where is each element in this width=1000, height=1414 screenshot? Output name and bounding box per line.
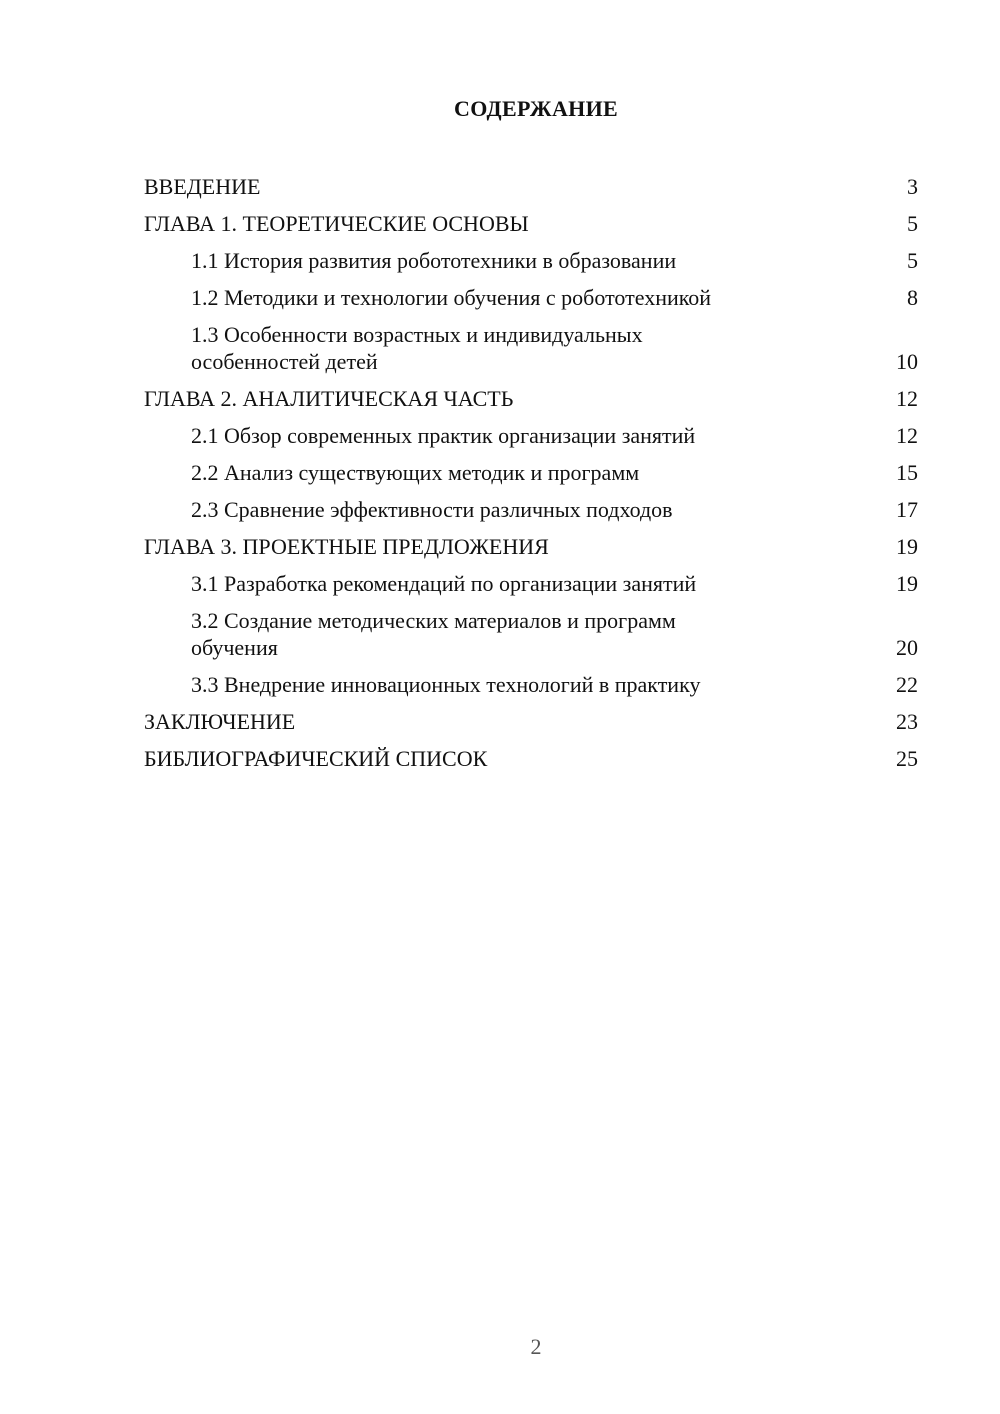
toc-entry-text: 2.2 Анализ существующих методик и программ [191,460,640,485]
toc-entry-text: 1.2 Методики и технологии обучения с робототехникой [191,285,712,310]
toc-entry-section-3-3[interactable] [144,666,918,703]
page-number: 2 [530,1334,542,1359]
table-of-contents [144,168,918,777]
toc-entry-text: ГЛАВА 1. ТЕОРЕТИЧЕСКИЕ ОСНОВЫ [144,211,529,236]
toc-entry-page: 22 [896,672,918,697]
toc-entry-page: 3 [907,174,918,199]
toc-entry-section-2-1[interactable] [144,417,918,454]
toc-entry-text: 3.3 Внедрение инновационных технологий в практику [191,672,701,697]
toc-entry-page: 19 [896,534,918,559]
toc-entry-text: 2.1 Обзор современных практик организации занятий [191,423,696,448]
toc-entry-section-3-1[interactable] [144,565,918,602]
toc-entry-text: ВВЕДЕНИЕ [144,174,261,199]
toc-entry-text: БИБЛИОГРАФИЧЕСКИЙ СПИСОК [144,746,488,771]
toc-entry-bibliography[interactable] [144,740,918,777]
toc-entry-page: 12 [896,423,918,448]
toc-entry-section-1-3[interactable] [144,316,918,380]
toc-entry-text: ГЛАВА 3. ПРОЕКТНЫЕ ПРЕДЛОЖЕНИЯ [144,534,549,559]
toc-entry-text: 3.2 Создание методических материалов и программ обучения [191,608,676,660]
toc-entry-conclusion[interactable] [144,703,918,740]
toc-entry-text: 1.1 История развития робототехники в образовании [191,248,677,273]
toc-entry-introduction[interactable] [144,168,918,205]
toc-entry-page: 19 [896,571,918,596]
toc-entry-page: 25 [896,746,918,771]
toc-entry-page: 23 [896,709,918,734]
toc-entry-chapter-1[interactable] [144,205,918,242]
toc-entry-section-2-2[interactable] [144,454,918,491]
toc-entry-section-1-2[interactable] [144,279,918,316]
toc-entry-chapter-2[interactable] [144,380,918,417]
toc-entry-page: 15 [896,460,918,485]
toc-entry-page: 8 [907,285,918,310]
toc-entry-text: 2.3 Сравнение эффективности различных подходов [191,497,673,522]
toc-entry-text: 3.1 Разработка рекомендаций по организации занятий [191,571,697,596]
toc-title: СОДЕРЖАНИЕ [454,96,618,121]
toc-entry-chapter-3[interactable] [144,528,918,565]
toc-entry-page: 5 [907,211,918,236]
toc-entry-page: 12 [896,386,918,411]
toc-entry-section-2-3[interactable] [144,491,918,528]
toc-entry-section-1-1[interactable] [144,242,918,279]
toc-entry-page: 17 [896,497,918,522]
toc-entry-page: 20 [896,635,918,660]
toc-entry-page: 5 [907,248,918,273]
toc-entry-text: ЗАКЛЮЧЕНИЕ [144,709,296,734]
toc-entry-page: 10 [896,349,918,374]
toc-entry-section-3-2[interactable] [144,602,918,666]
toc-entry-text: ГЛАВА 2. АНАЛИТИЧЕСКАЯ ЧАСТЬ [144,386,514,411]
toc-entry-text: 1.3 Особенности возрастных и индивидуальных особенностей детей [191,322,643,374]
